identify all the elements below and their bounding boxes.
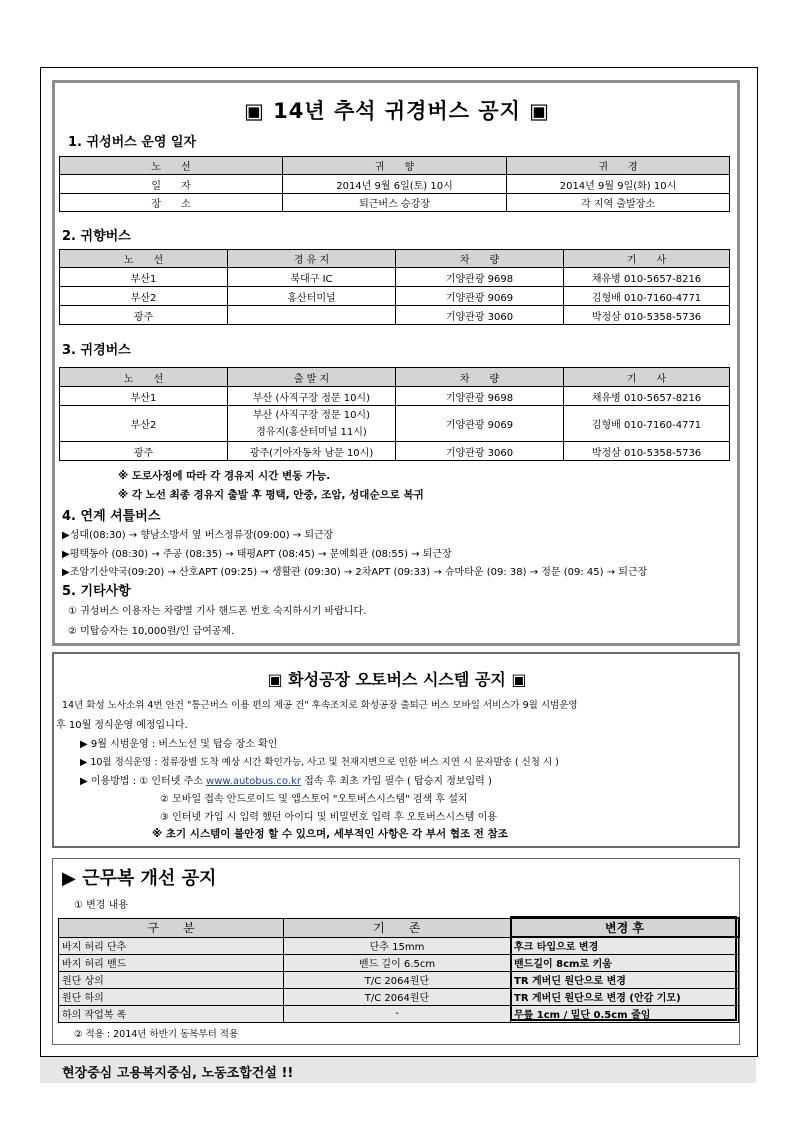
section4-heading: 4. 연계 셔틀버스 [62,509,161,524]
autobus-method-text: 접속 후 최초 가입 필수 ( 탑승지 정보입력 ) [300,776,492,787]
section5-heading: 5. 기타사항 [62,584,131,599]
cell: 원단 상의 [59,971,284,988]
header-cell: 기 사 [564,250,730,268]
cell: 퇴근버스 승강장 [283,194,507,212]
autobus-url-link[interactable]: www.autobus.co.kr [206,776,301,787]
cell: 광주 [60,306,228,325]
autobus-bullet: ▶ 9월 시범운영 : 버스노선 및 탑승 장소 확인 [80,739,278,750]
table-header-row [60,368,730,387]
cell [228,406,396,442]
cell: 일 자 [60,175,283,194]
table-row [60,268,730,287]
section2-heading: 2. 귀향버스 [62,229,131,244]
cell-line: 부산 (사직구장 정문 10시) [252,409,370,421]
uniform-apply-note: ② 적용 : 2014년 하반기 동복부터 적용 [74,1029,239,1040]
header-cell: 귀 향 [283,157,507,175]
cell: 홍산터미널 [228,287,396,306]
cell: 기양관광 3060 [396,442,564,461]
cell: 2014년 9월 9일(화) 10시 [507,175,730,194]
table-row [60,194,730,212]
return-bus-table [59,367,730,461]
autobus-intro: 후 10월 정식운영 예정입니다. [56,720,188,731]
cell: 김형배 010-7160-4771 [564,406,730,442]
table-header-row [60,250,730,268]
table-header-row [59,918,739,937]
cell: 김형배 010-7160-4771 [564,287,730,306]
etc-line: ① 귀성버스 이용자는 차량별 기사 핸드폰 번호 숙지하시기 바랍니다. [68,606,367,617]
autobus-step: ② 모바일 접속 안드로이드 및 앱스토어 "오토버스시스템" 검색 후 설치 [160,794,468,805]
header-cell: 출 발 지 [228,368,396,387]
route-note: ※ 각 노선 최종 경유지 출발 후 평택, 안중, 조암, 성대순으로 복귀 [118,489,424,501]
cell: 하의 작업복 폭 [59,1005,284,1022]
cell: 바지 허리 단추 [59,937,284,954]
table-row [59,954,739,971]
cell: 부산1 [60,268,228,287]
autobus-warning: ※ 초기 시스템이 불안정 할 수 있으며, 세부적인 사항은 각 부서 협조 전 참조 [152,828,508,840]
cell: TR 게버딘 원단으로 변경 [511,971,739,988]
header-cell: 기 존 [284,918,511,937]
table-row [60,287,730,306]
cell [228,306,396,325]
header-cell: 변경 후 [511,918,739,937]
table-row [60,387,730,406]
header-cell: 노 선 [60,368,228,387]
table-row [59,1005,739,1022]
notice-bus-title: ▣ 14년 추석 귀경버스 공지 ▣ [243,99,551,123]
cell: 기양관광 3060 [396,306,564,325]
cell: 부산 (사직구장 정문 10시) [228,387,396,406]
notice-autobus-title: ▣ 화성공장 오토버스 시스템 공지 ▣ [267,670,527,689]
uniform-change-table [58,917,740,1023]
cell: 밴드 길이 6.5cm [284,954,511,971]
cell: 북대구 IC [228,268,396,287]
header-cell: 노 선 [60,157,283,175]
cell: 부산2 [60,287,228,306]
cell: 각 지역 출발장소 [507,194,730,212]
shuttle-line: ▶조암기산약국(09:20) → 산호APT (09:25) → 생활관 (09:30) → 2차APT (09:33) → 슈마타운 (09: 38) → 정문 (09: 45) → 퇴근장 [62,567,648,578]
cell: 채유병 010-5657-8216 [564,268,730,287]
cell: TR 게버딘 원단으로 변경 (안감 기모) [511,988,739,1005]
autobus-method-text: ▶ 이용방법 : ① 인터넷 주소 [80,776,207,787]
cell: 후크 타입으로 변경 [511,937,739,954]
cell: 광주(기아자동차 남문 10시) [228,442,396,461]
cell: 박정삼 010-5358-5736 [564,306,730,325]
cell: 단추 15mm [284,937,511,954]
cell: T/C 2064원단 [284,971,511,988]
cell: 기양관광 9698 [396,387,564,406]
autobus-intro: 14년 화성 노사소위 4번 안건 "통근버스 이용 편의 제공 건" 후속조치로 화성공장 출퇴근 버스 모바일 서비스가 9월 시범운영 [62,700,578,711]
cell: 무릎 1cm / 밑단 0.5cm 줄임 [511,1005,739,1022]
shuttle-line: ▶평택동아 (08:30) → 주공 (08:35) → 태평APT (08:45) → 문예회관 (08:55) → 퇴근장 [62,549,452,560]
cell: 부산2 [60,406,228,442]
table-row [59,988,739,1005]
table-row [60,175,730,194]
uniform-subheading: ① 변경 내용 [74,900,128,911]
table-row [60,442,730,461]
cell: 광주 [60,442,228,461]
table-header-row [60,157,730,175]
header-cell: 귀 경 [507,157,730,175]
notice-uniform-title: ▶ 근무복 개선 공지 [62,868,217,889]
cell: 기양관광 9698 [396,268,564,287]
section3-heading: 3. 귀경버스 [62,343,131,358]
section1-heading: 1. 귀성버스 운영 일자 [68,135,197,150]
etc-line: ② 미탑승자는 10,000원/인 급여공제. [68,626,235,637]
table-row [59,971,739,988]
header-cell: 기 사 [564,368,730,387]
table-row [59,937,739,954]
cell: 2014년 9월 6일(토) 10시 [283,175,507,194]
autobus-bullet [80,772,492,787]
table-row [60,306,730,325]
header-cell: 경 유 지 [228,250,396,268]
shuttle-line: ▶성대(08:30) → 향남소방서 옆 버스정류장(09:00) → 퇴근장 [62,530,334,541]
cell: - [284,1005,511,1022]
cell: 기양관광 9069 [396,406,564,442]
header-cell: 노 선 [60,250,228,268]
autobus-step: ③ 인터넷 가입 시 입력 했던 아이디 및 비밀번호 입력 후 오토버스시스템 이용 [160,812,497,823]
cell-line: 경유지(홍산터미널 11시) [256,426,367,438]
cell: 박정삼 010-5358-5736 [564,442,730,461]
cell: 바지 허리 밴드 [59,954,284,971]
route-note: ※ 도로사정에 따라 각 경유지 시간 변동 가능. [118,470,331,482]
schedule-table [59,156,730,212]
table-row [60,406,730,442]
autobus-bullet: ▶ 10월 정식운영 : 정류장별 도착 예상 시간 확인가능, 사고 및 천재지변으로 인한 버스 지연 시 문자발송 ( 신청 시 ) [80,757,559,768]
cell: 원단 하의 [59,988,284,1005]
cell: 부산1 [60,387,228,406]
cell: 밴드길이 8cm로 키움 [511,954,739,971]
homebound-bus-table [59,249,730,325]
header-cell: 구 분 [59,918,284,937]
cell: T/C 2064원단 [284,988,511,1005]
header-cell: 차 량 [396,368,564,387]
cell: 기양관광 9069 [396,287,564,306]
header-cell: 차 량 [396,250,564,268]
footer-slogan: 현장중심 고용복지중심, 노동조합건설 !! [62,1066,294,1081]
cell: 채유병 010-5657-8216 [564,387,730,406]
cell: 장 소 [60,194,283,212]
